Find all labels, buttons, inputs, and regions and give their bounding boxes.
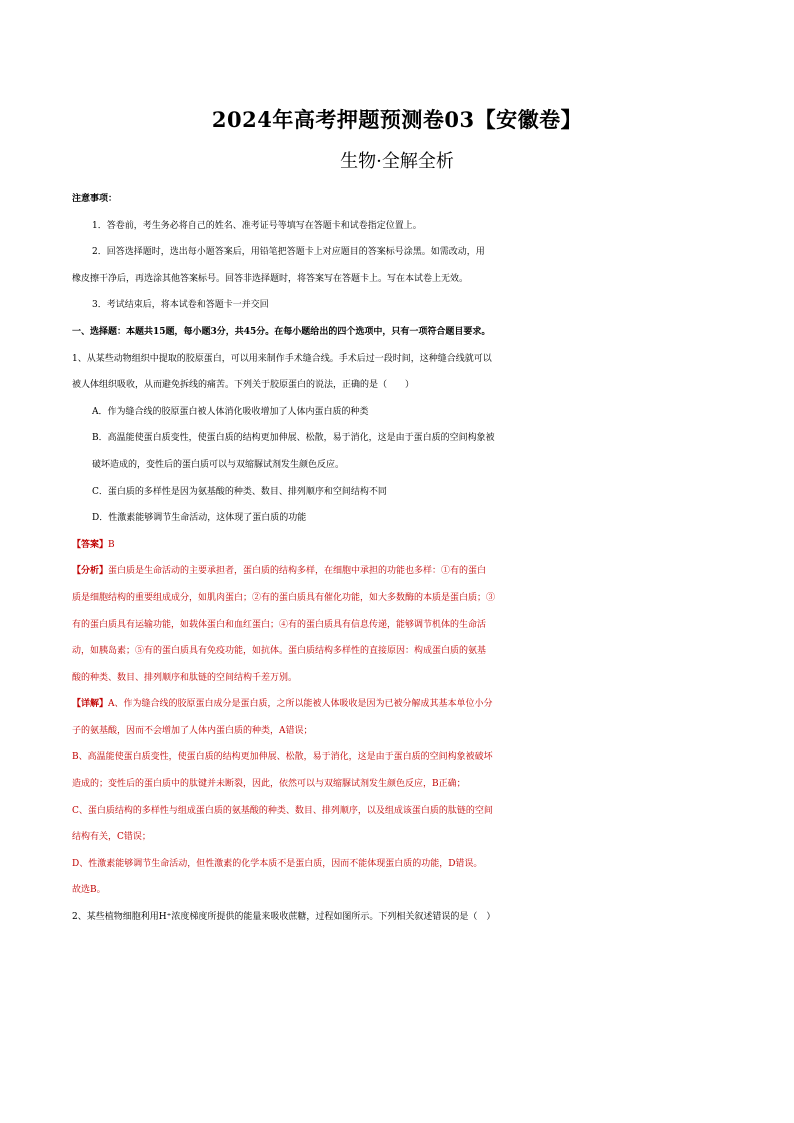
analysis-label: 【分析】 — [72, 566, 109, 577]
q1-stem-line-2: 被人体组织吸收，从而避免拆线的痛苦。下列关于胶原蛋白的说法，正确的是（ ） — [72, 380, 415, 391]
q1-detail-line-6: 结构有关，C错误； — [72, 832, 151, 843]
notice-item-2-cont: 橡皮擦干净后，再选涂其他答案标号。回答非选择题时，将答案写在答题卡上。写在本试卷上无效。 — [72, 273, 469, 284]
q1-analysis-line-1 — [72, 558, 724, 585]
q1-detail-line-1 — [72, 691, 724, 718]
page-subtitle: 生物·全解全析 — [340, 151, 454, 172]
q1-detail-line-3: B、高温能使蛋白质变性，使蛋白质的结构更加伸展、松散，易于消化，这是由于蛋白质的空间构象被破坏 — [72, 752, 493, 763]
detail-label: 【详解】 — [72, 699, 109, 710]
q1-option-b-cont: 破坏造成的，变性后的蛋白质可以与双缩脲试剂发生颜色反应。 — [92, 459, 345, 470]
q1-detail-line-2: 子的氨基酸，因而不会增加了人体内蛋白质的种类，A错误； — [72, 725, 313, 736]
notice-heading: 注意事项： — [72, 194, 118, 204]
q1-option-c: C．蛋白质的多样性是因为氨基酸的种类、数目、排列顺序和空间结构不同 — [92, 486, 387, 497]
page-title: 2024年高考押题预测卷03【安徽卷】 — [211, 107, 583, 132]
q1-analysis-line-5: 酸的种类、数目、排列顺序和肽链的空间结构千差万别。 — [72, 672, 298, 683]
q1-detail-line-5: C、蛋白质结构的多样性与组成蛋白质的氨基酸的种类、数目、排列顺序，以及组成该蛋白质的肽链的空间 — [72, 805, 493, 816]
answer-label: 【答案】 — [72, 539, 109, 550]
q1-answer — [72, 532, 724, 559]
document-body — [72, 186, 724, 931]
detail-text: A、作为缝合线的胶原蛋白成分是蛋白质，之所以能被人体吸收是因为已被分解成其基本单位小分 — [108, 699, 493, 710]
q1-analysis-line-2: 质是细胞结构的重要组成成分，如肌肉蛋白；②有的蛋白质具有催化功能，如大多数酶的本质是蛋白质；③ — [72, 592, 496, 603]
section-heading: 一、选择题：本题共15题，每小题3分，共45分。在每小题给出的四个选项中，只有一项符合题目要求。 — [72, 326, 491, 337]
notice-item-1: 1．答卷前，考生务必将自己的姓名、准考证号等填写在答题卡和试卷指定位置上。 — [92, 220, 422, 231]
q1-detail-line-8: 故选B。 — [72, 885, 106, 896]
notice-item-3: 3．考试结束后，将本试卷和答题卡一并交回 — [92, 300, 269, 311]
q2-stem: 2、某些植物细胞利用H⁺浓度梯度所提供的能量来吸收蔗糖，过程如图所示。下列相关叙述错误的是（ ） — [72, 912, 496, 923]
q1-option-a: A．作为缝合线的胶原蛋白被人体消化吸收增加了人体内蛋白质的种类 — [92, 406, 369, 417]
analysis-text: 蛋白质是生命活动的主要承担者，蛋白质的结构多样，在细胞中承担的功能也多样：①有的蛋白 — [108, 566, 487, 577]
answer-value: B — [108, 539, 115, 550]
q1-stem-line-1: 1、从某些动物组织中提取的胶原蛋白，可以用来制作手术缝合线。手术后过一段时间，这种缝合线就可以 — [72, 353, 492, 364]
q1-analysis-line-3: 有的蛋白质具有运输功能，如载体蛋白和血红蛋白；④有的蛋白质具有信息传递，能够调节机体的生命活 — [72, 619, 487, 630]
q1-detail-line-7: D、性激素能够调节生命活动，但性激素的化学本质不是蛋白质，因而不能体现蛋白质的功能，D错误。 — [72, 858, 483, 869]
notice-item-2: 2．回答选择题时，选出每小题答案后，用铅笔把答题卡上对应题目的答案标号涂黑。如需改动，用 — [92, 247, 485, 258]
q1-option-b: B．高温能使蛋白质变性，使蛋白质的结构更加伸展、松散，易于消化，这是由于蛋白质的空间构象被 — [92, 433, 495, 444]
q1-analysis-line-4: 动，如胰岛素；⑤有的蛋白质具有免疫功能，如抗体。蛋白质结构多样性的直接原因：构成蛋白质的氨基 — [72, 646, 487, 657]
q1-option-d: D．性激素能够调节生命活动，这体现了蛋白质的功能 — [92, 513, 307, 524]
q1-detail-line-4: 造成的；变性后的蛋白质中的肽键并未断裂，因此，依然可以与双缩脲试剂发生颜色反应，B正确； — [72, 779, 466, 790]
